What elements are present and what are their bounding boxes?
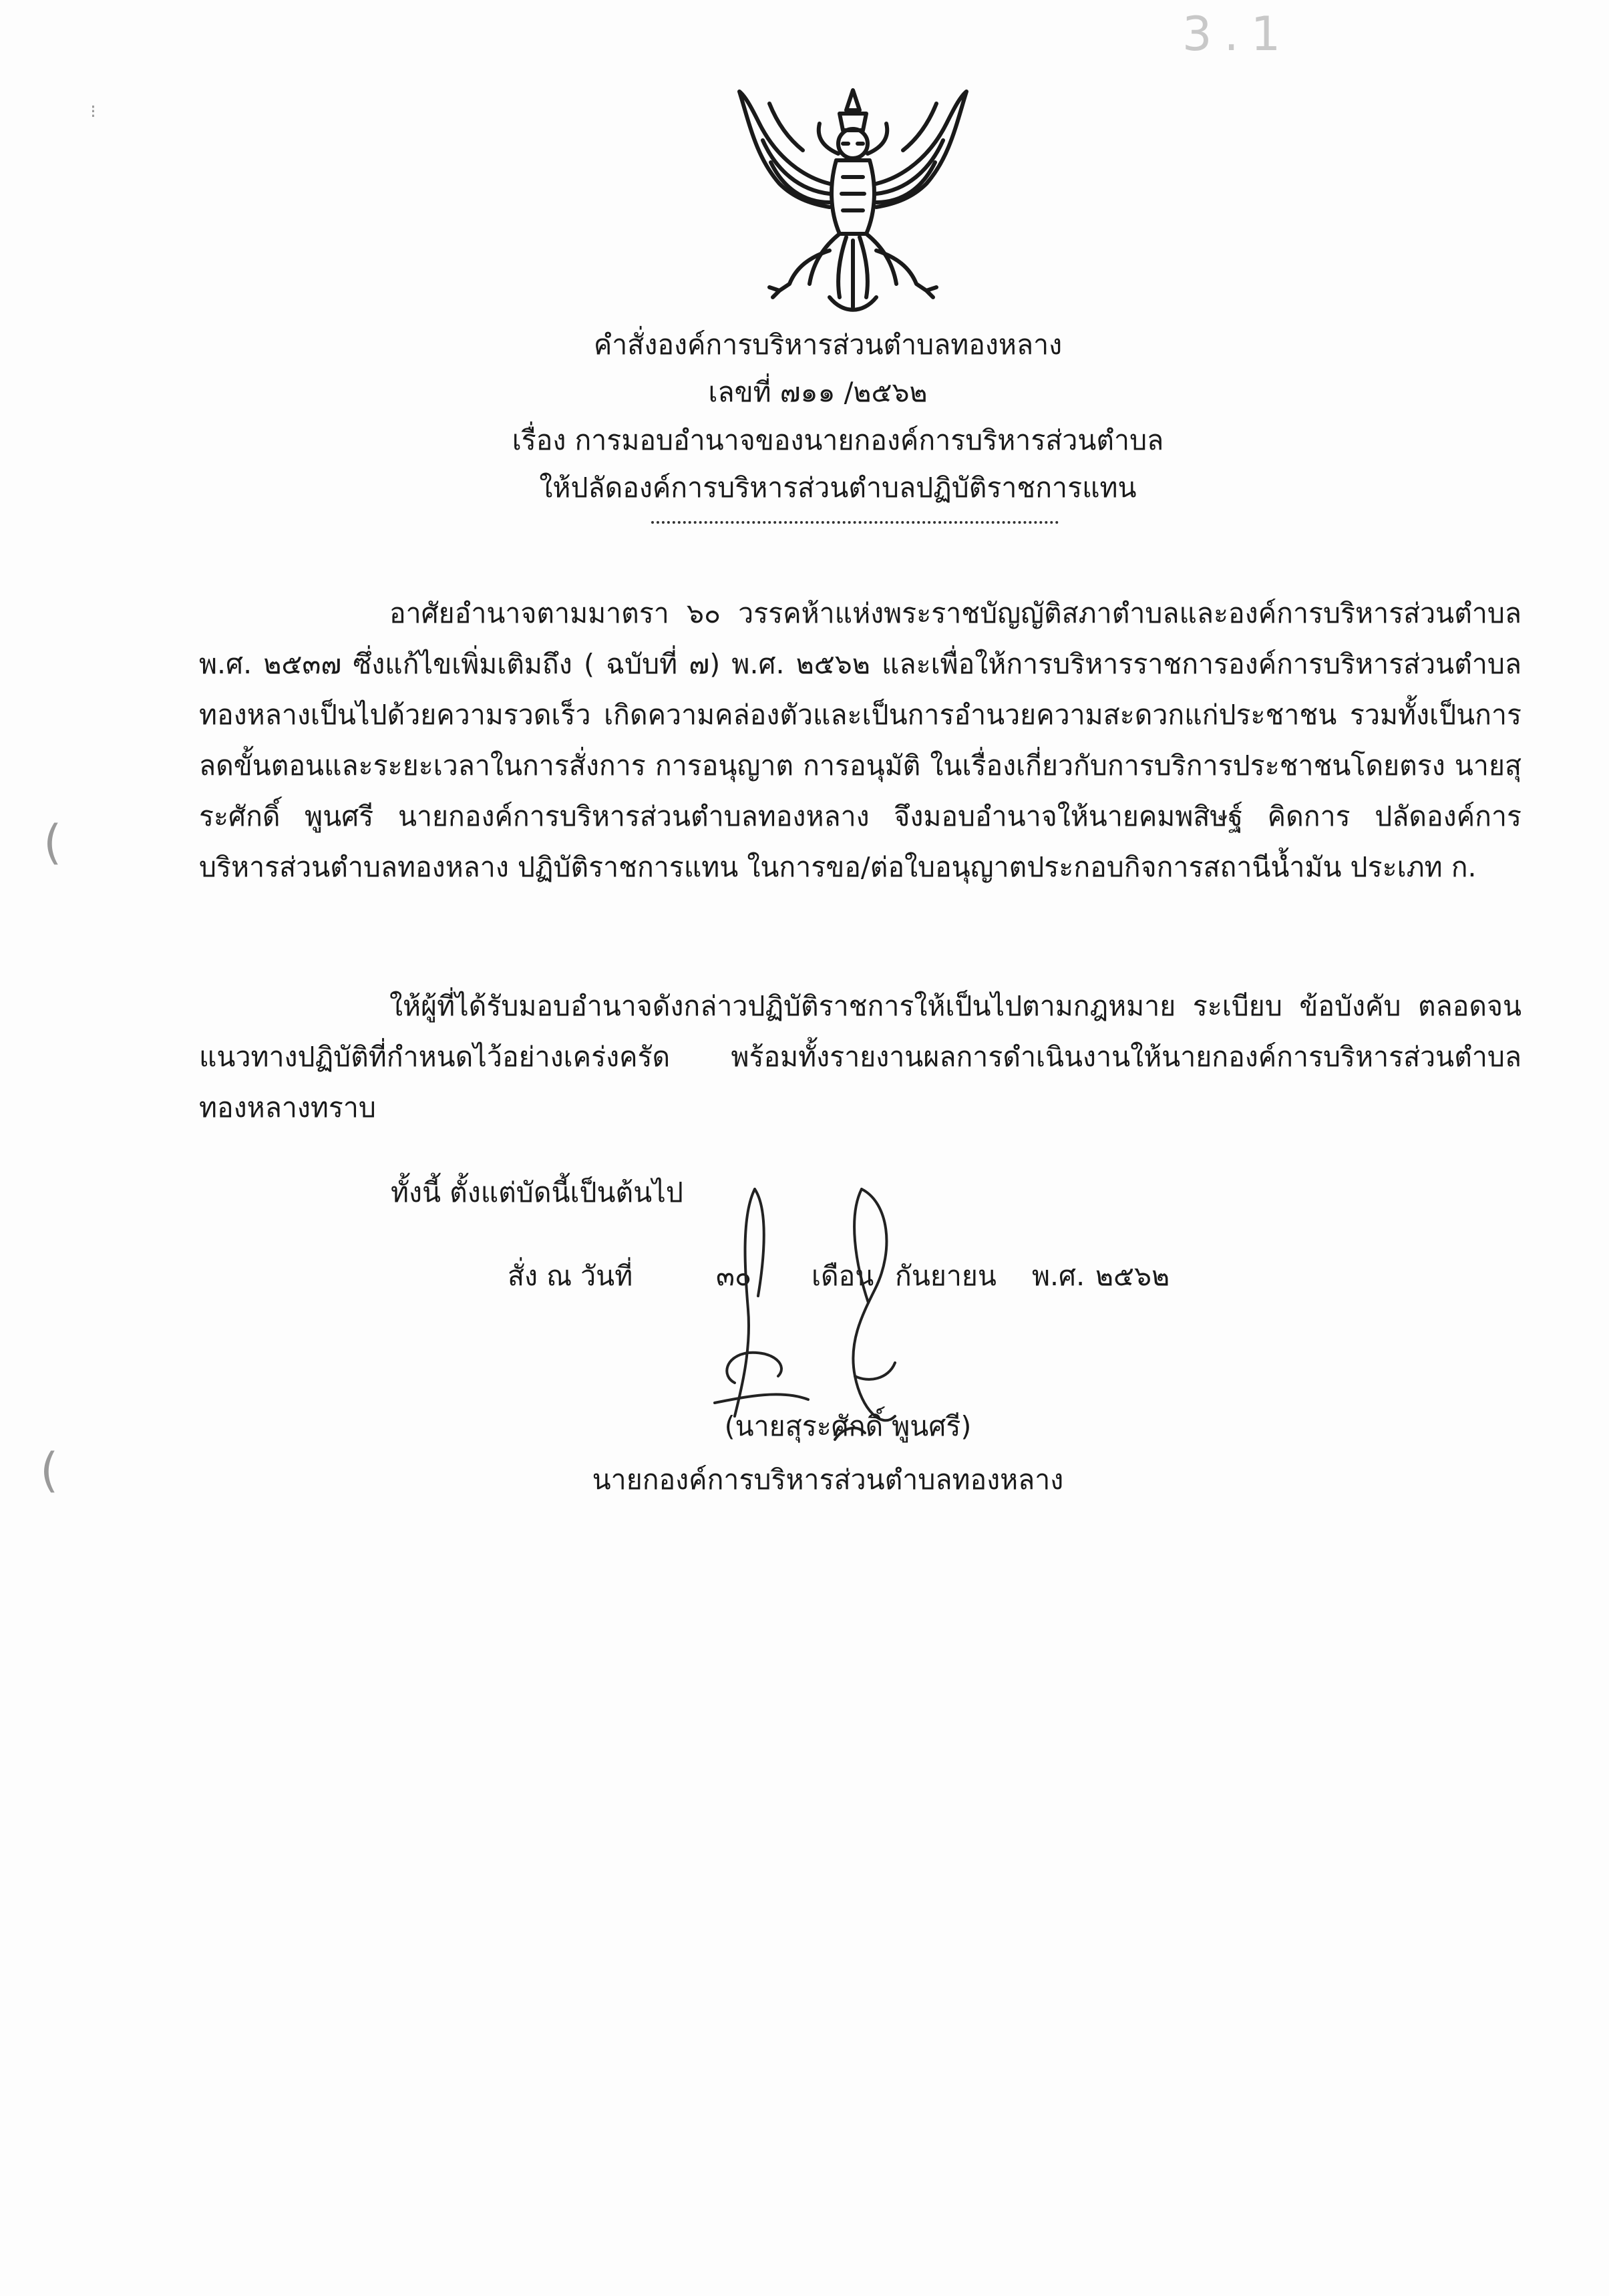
order-title: คำสั่งองค์การบริหารส่วนตำบลทองหลาง <box>593 329 1063 361</box>
scan-speck: ⁝ <box>90 100 96 122</box>
date-prefix: สั่ง ณ วันที่ <box>508 1260 633 1292</box>
body-paragraph-2 <box>199 981 1522 1133</box>
corner-mark: 3.1 <box>1182 7 1293 61</box>
date-day: ๓๐ <box>716 1260 752 1292</box>
signatory-title: นายกองค์การบริหารส่วนตำบลทองหลาง <box>592 1464 1064 1496</box>
effective-statement: ทั้งนี้ ตั้งแต่บัดนี้เป็นต้นไป <box>391 1176 683 1208</box>
garuda-emblem-icon <box>729 84 976 321</box>
order-number: เลขที่ ๗๑๑ /๒๕๖๒ <box>708 376 928 408</box>
paragraph-2-text: ให้ผู้ที่ได้รับมอบอำนาจดังกล่าวปฏิบัติราชการให้เป็นไปตามกฎหมาย ระเบียบ ข้อบังคับ ตลอดจนแนวทางปฏิบัติที่กำหนดไว้อย่างเคร่งครัด พร้อมทั้งรายงานผลการดำเนินงานให้นายกองค์การบริหารส่วนตำบลทองหลางทราบ <box>199 990 1522 1124</box>
order-subject-line2: ให้ปลัดองค์การบริหารส่วนตำบลปฏิบัติราชการแทน <box>539 472 1137 504</box>
signatory-name: (นายสุระศักดิ์ พูนศรี) <box>724 1410 972 1442</box>
date-month-label: เดือน <box>812 1260 874 1292</box>
scan-speck: ( <box>40 1443 59 1498</box>
scan-speck: ( <box>43 815 62 870</box>
date-year: ๒๕๖๒ <box>1095 1260 1170 1292</box>
dotted-divider <box>651 521 1059 524</box>
order-subject-line1: เรื่อง การมอบอำนาจของนายกองค์การบริหารส่วนตำบล <box>512 424 1164 456</box>
date-month: กันยายน <box>895 1260 997 1292</box>
paragraph-1-text: อาศัยอำนาจตามมาตรา ๖๐ วรรคห้าแห่งพระราชบัญญัติสภาตำบลและองค์การบริหารส่วนตำบล พ.ศ. ๒๕๓๗ ซึ่งแก้ไขเพิ่มเติมถึง ( ฉบับที่ ๗) พ.ศ. ๒๕๖๒ และเพื่อให้การบริหารราชการองค์การบริหารส่วนตำบลทองหลางเป็นไปด้วยความรวดเร็ว เกิดความคล่องตัวและเป็นการอำนวยความสะดวกแก่ประชาชน รวมทั้งเป็นการลดขั้นตอนและระยะเวลาในการสั่งการ การอนุญาต การอนุมัติ ในเรื่องเกี่ยวกับการบริการประชาชนโดยตรง นายสุระศักดิ์ พูนศรี นายกองค์การบริหารส่วนตำบลทองหลาง จึงมอบอำนาจให้นายคมพสิษฐ์ คิดการ ปลัดองค์การบริหารส่วนตำบลทองหลาง ปฏิบัติราชการแทน ในการขอ/ต่อใบอนุญาตประกอบกิจการสถานีน้ำมัน ประเภท ก. <box>199 597 1522 883</box>
body-paragraph-1 <box>199 588 1522 892</box>
date-year-label: พ.ศ. <box>1032 1260 1085 1292</box>
